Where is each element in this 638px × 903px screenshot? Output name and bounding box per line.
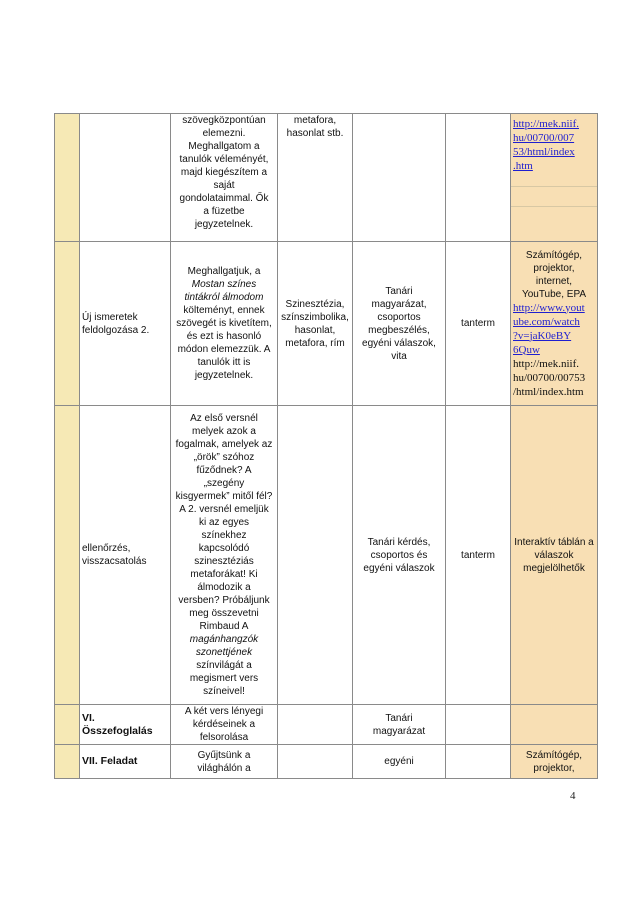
location-cell: [446, 745, 511, 779]
activity-cell: A két vers lényegi kérdéseinek a felsorolása: [171, 705, 278, 745]
method-cell: Tanári magyarázat: [353, 705, 446, 745]
stage-cell: VI. Összefoglalás: [80, 705, 171, 745]
resource-link[interactable]: 53/html/index: [513, 146, 575, 158]
concepts-cell: Szinesztézia, színszimbolika, hasonlat, metafora, rím: [278, 242, 353, 406]
table-row: [55, 114, 598, 242]
method-cell: egyéni: [353, 745, 446, 779]
activity-cell: szövegközpontúan elemezni. Meghallgatom a tanulók véleményét, majd kiegészítem a saját gondolataimmal. Ők a füzetbe jegyzetelnek.: [171, 114, 278, 242]
resource-cell: Számítógép, projektor,: [511, 745, 598, 779]
concepts-cell: [278, 745, 353, 779]
location-cell: tanterm: [446, 242, 511, 406]
resource-link[interactable]: .htm: [513, 160, 533, 172]
activity-cell: Meghallgatjuk, a Mostan színes tintákról álmodom költeményt, ennek szövegét is kivetítem, és ezt is hasonló módon elemezzük. A tanulók itt is jegyzetelnek.: [171, 242, 278, 406]
resource-link[interactable]: http://mek.niif.: [513, 118, 579, 130]
page-number: 4: [570, 790, 576, 802]
method-cell: Tanári magyarázat, csoportos megbeszélés, egyéni válaszok, vita: [353, 242, 446, 406]
location-cell: [446, 705, 511, 745]
resource-cell: [511, 114, 598, 242]
marker-cell: [55, 242, 80, 406]
activity-cell: Gyűjtsünk a világhálón a: [171, 745, 278, 779]
resource-cell: Számítógép, projektor, internet, YouTube, EPA http://www.yout ube.com/watch ?v=jaK0eBY 6Quw http://mek.niif. hu/00700/00753 /html/index.htm: [511, 242, 598, 406]
marker-cell: [55, 745, 80, 779]
lesson-plan-table: [54, 113, 598, 779]
marker-cell: [55, 114, 80, 242]
youtube-link[interactable]: 6Quw: [513, 343, 540, 356]
youtube-link[interactable]: http://www.yout: [513, 301, 585, 314]
concepts-cell: metafora, hasonlat stb.: [278, 114, 353, 242]
youtube-link[interactable]: ?v=jaK0eBY: [513, 329, 572, 342]
activity-cell: Az első versnél melyek azok a fogalmak, amelyek az „örök” szóhoz fűződnek? A „szegény kisgyermek” mitől fél? A 2. versnél emeljük ki az egyes színekhez kapcsolódó szinesztéziás metaforákat! Ki álmodozik a versben? Próbáljunk meg összevetni Rimbaud A magánhangzók szonettjének színvilágát a megismert vers színeivel!: [171, 406, 278, 705]
stage-cell: ellenőrzés, visszacsatolás: [80, 406, 171, 705]
marker-cell: [55, 406, 80, 705]
location-cell: [446, 114, 511, 242]
concepts-cell: [278, 406, 353, 705]
resource-cell: [511, 705, 598, 745]
table-row: [55, 745, 598, 779]
youtube-link[interactable]: ube.com/watch: [513, 315, 580, 328]
table-row: [55, 242, 598, 406]
method-cell: Tanári kérdés, csoportos és egyéni válaszok: [353, 406, 446, 705]
marker-cell: [55, 705, 80, 745]
stage-cell: [80, 114, 171, 242]
table-row: [55, 705, 598, 745]
method-cell: [353, 114, 446, 242]
location-cell: tanterm: [446, 406, 511, 705]
table-row: [55, 406, 598, 705]
concepts-cell: [278, 705, 353, 745]
stage-cell: VII. Feladat: [80, 745, 171, 779]
stage-cell: Új ismeretek feldolgozása 2.: [80, 242, 171, 406]
resource-cell: Interaktív táblán a válaszok megjelölhetők: [511, 406, 598, 705]
resource-link[interactable]: hu/00700/007: [513, 132, 575, 144]
